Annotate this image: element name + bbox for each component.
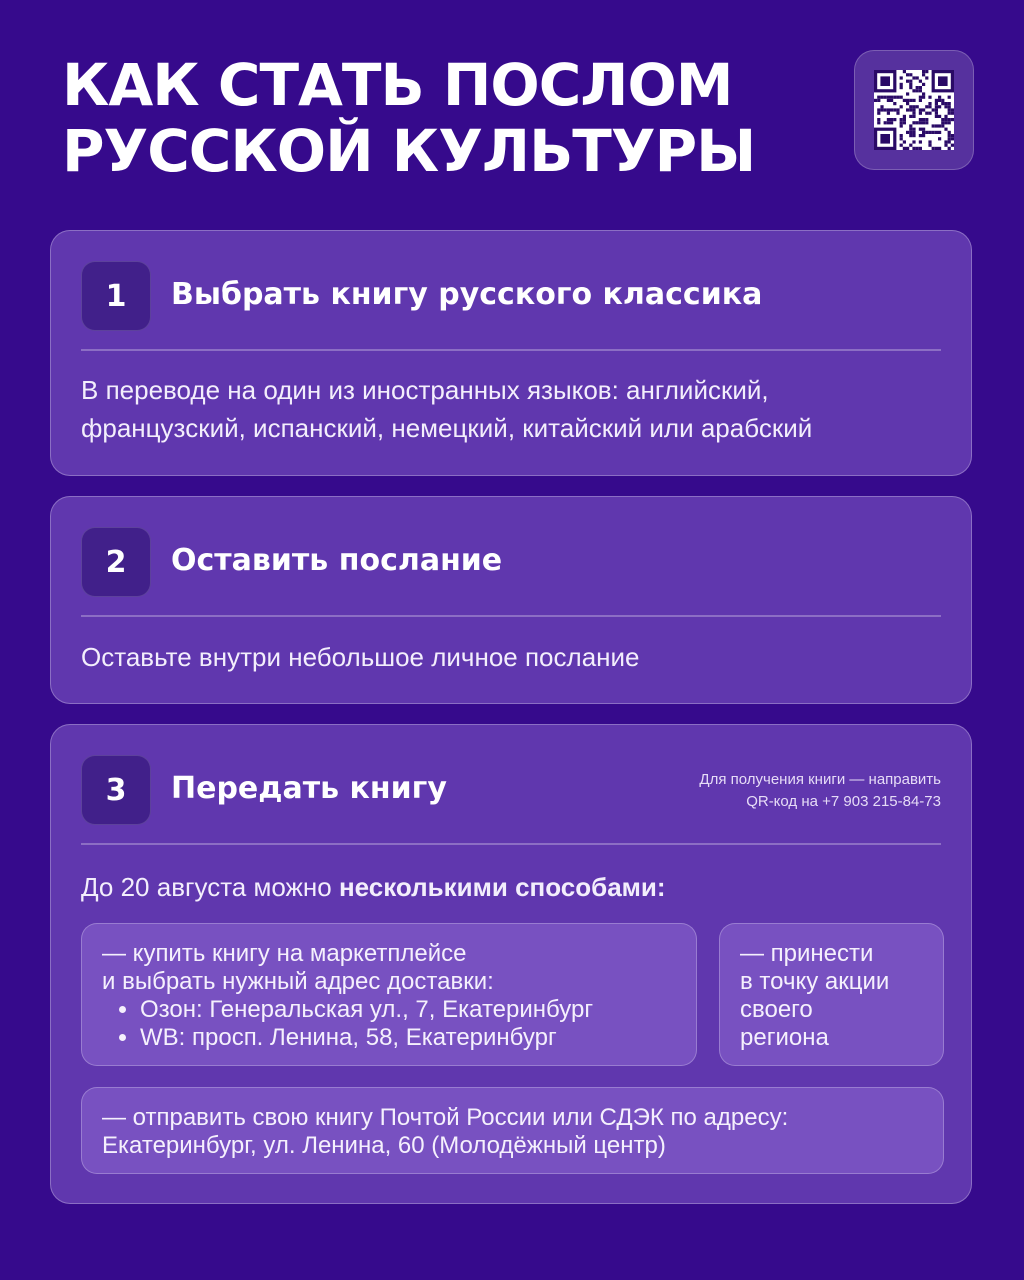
delivery-note bbox=[699, 769, 941, 813]
note-line: Для получения книги — направить bbox=[699, 771, 941, 788]
step-number-badge: 3 bbox=[81, 755, 151, 825]
divider bbox=[81, 615, 941, 617]
divider bbox=[81, 349, 941, 351]
description-line: французский, испанский, немецкий, китайский или арабский bbox=[81, 413, 813, 443]
address-item-ozon: • Озон: Генеральская ул., 7, Екатеринбург bbox=[140, 996, 676, 1024]
option-line: — купить книгу на маркетплейсе bbox=[102, 940, 467, 967]
option-line: в точку акции bbox=[740, 968, 890, 995]
page-title bbox=[62, 52, 755, 184]
option-marketplace bbox=[81, 923, 697, 1066]
step-card-1 bbox=[50, 230, 972, 476]
option-line: своего bbox=[740, 996, 813, 1023]
step-title: Выбрать книгу русского классика bbox=[171, 277, 763, 312]
address-item-wb: • WB: просп. Ленина, 58, Екатеринбург bbox=[140, 1024, 676, 1052]
option-line: — принести bbox=[740, 940, 874, 967]
option-bring bbox=[719, 923, 944, 1066]
step-card-3 bbox=[50, 724, 972, 1204]
step-title: Оставить послание bbox=[171, 543, 503, 578]
step-number-badge: 1 bbox=[81, 261, 151, 331]
intro-text: До 20 августа можно bbox=[81, 872, 339, 902]
title-line-1: КАК СТАТЬ ПОСЛОМ bbox=[62, 51, 733, 119]
description-line: В переводе на один из иностранных языков: английский, bbox=[81, 375, 769, 405]
title-line-2: РУССКОЙ КУЛЬТУРЫ bbox=[62, 117, 756, 185]
option-mail bbox=[81, 1087, 944, 1174]
intro-emphasis: несколькими способами: bbox=[338, 872, 666, 902]
divider bbox=[81, 843, 941, 845]
step-number-badge: 2 bbox=[81, 527, 151, 597]
step-description bbox=[81, 371, 943, 447]
methods-intro bbox=[81, 868, 943, 906]
option-line: — отправить свою книгу Почтой России или СДЭК по адресу: bbox=[102, 1104, 789, 1131]
step-description: Оставьте внутри небольшое личное послание bbox=[81, 642, 640, 672]
qr-code-icon bbox=[874, 70, 954, 150]
qr-code-container[interactable] bbox=[854, 50, 974, 170]
option-line: региона bbox=[740, 1024, 829, 1051]
option-line: Екатеринбург, ул. Ленина, 60 (Молодёжный центр) bbox=[102, 1132, 666, 1159]
option-line: и выбрать нужный адрес доставки: bbox=[102, 968, 494, 995]
step-card-2 bbox=[50, 496, 972, 704]
step-title: Передать книгу bbox=[171, 771, 447, 806]
address-list bbox=[102, 996, 676, 1052]
note-line: QR-код на +7 903 215-84-73 bbox=[746, 793, 941, 810]
